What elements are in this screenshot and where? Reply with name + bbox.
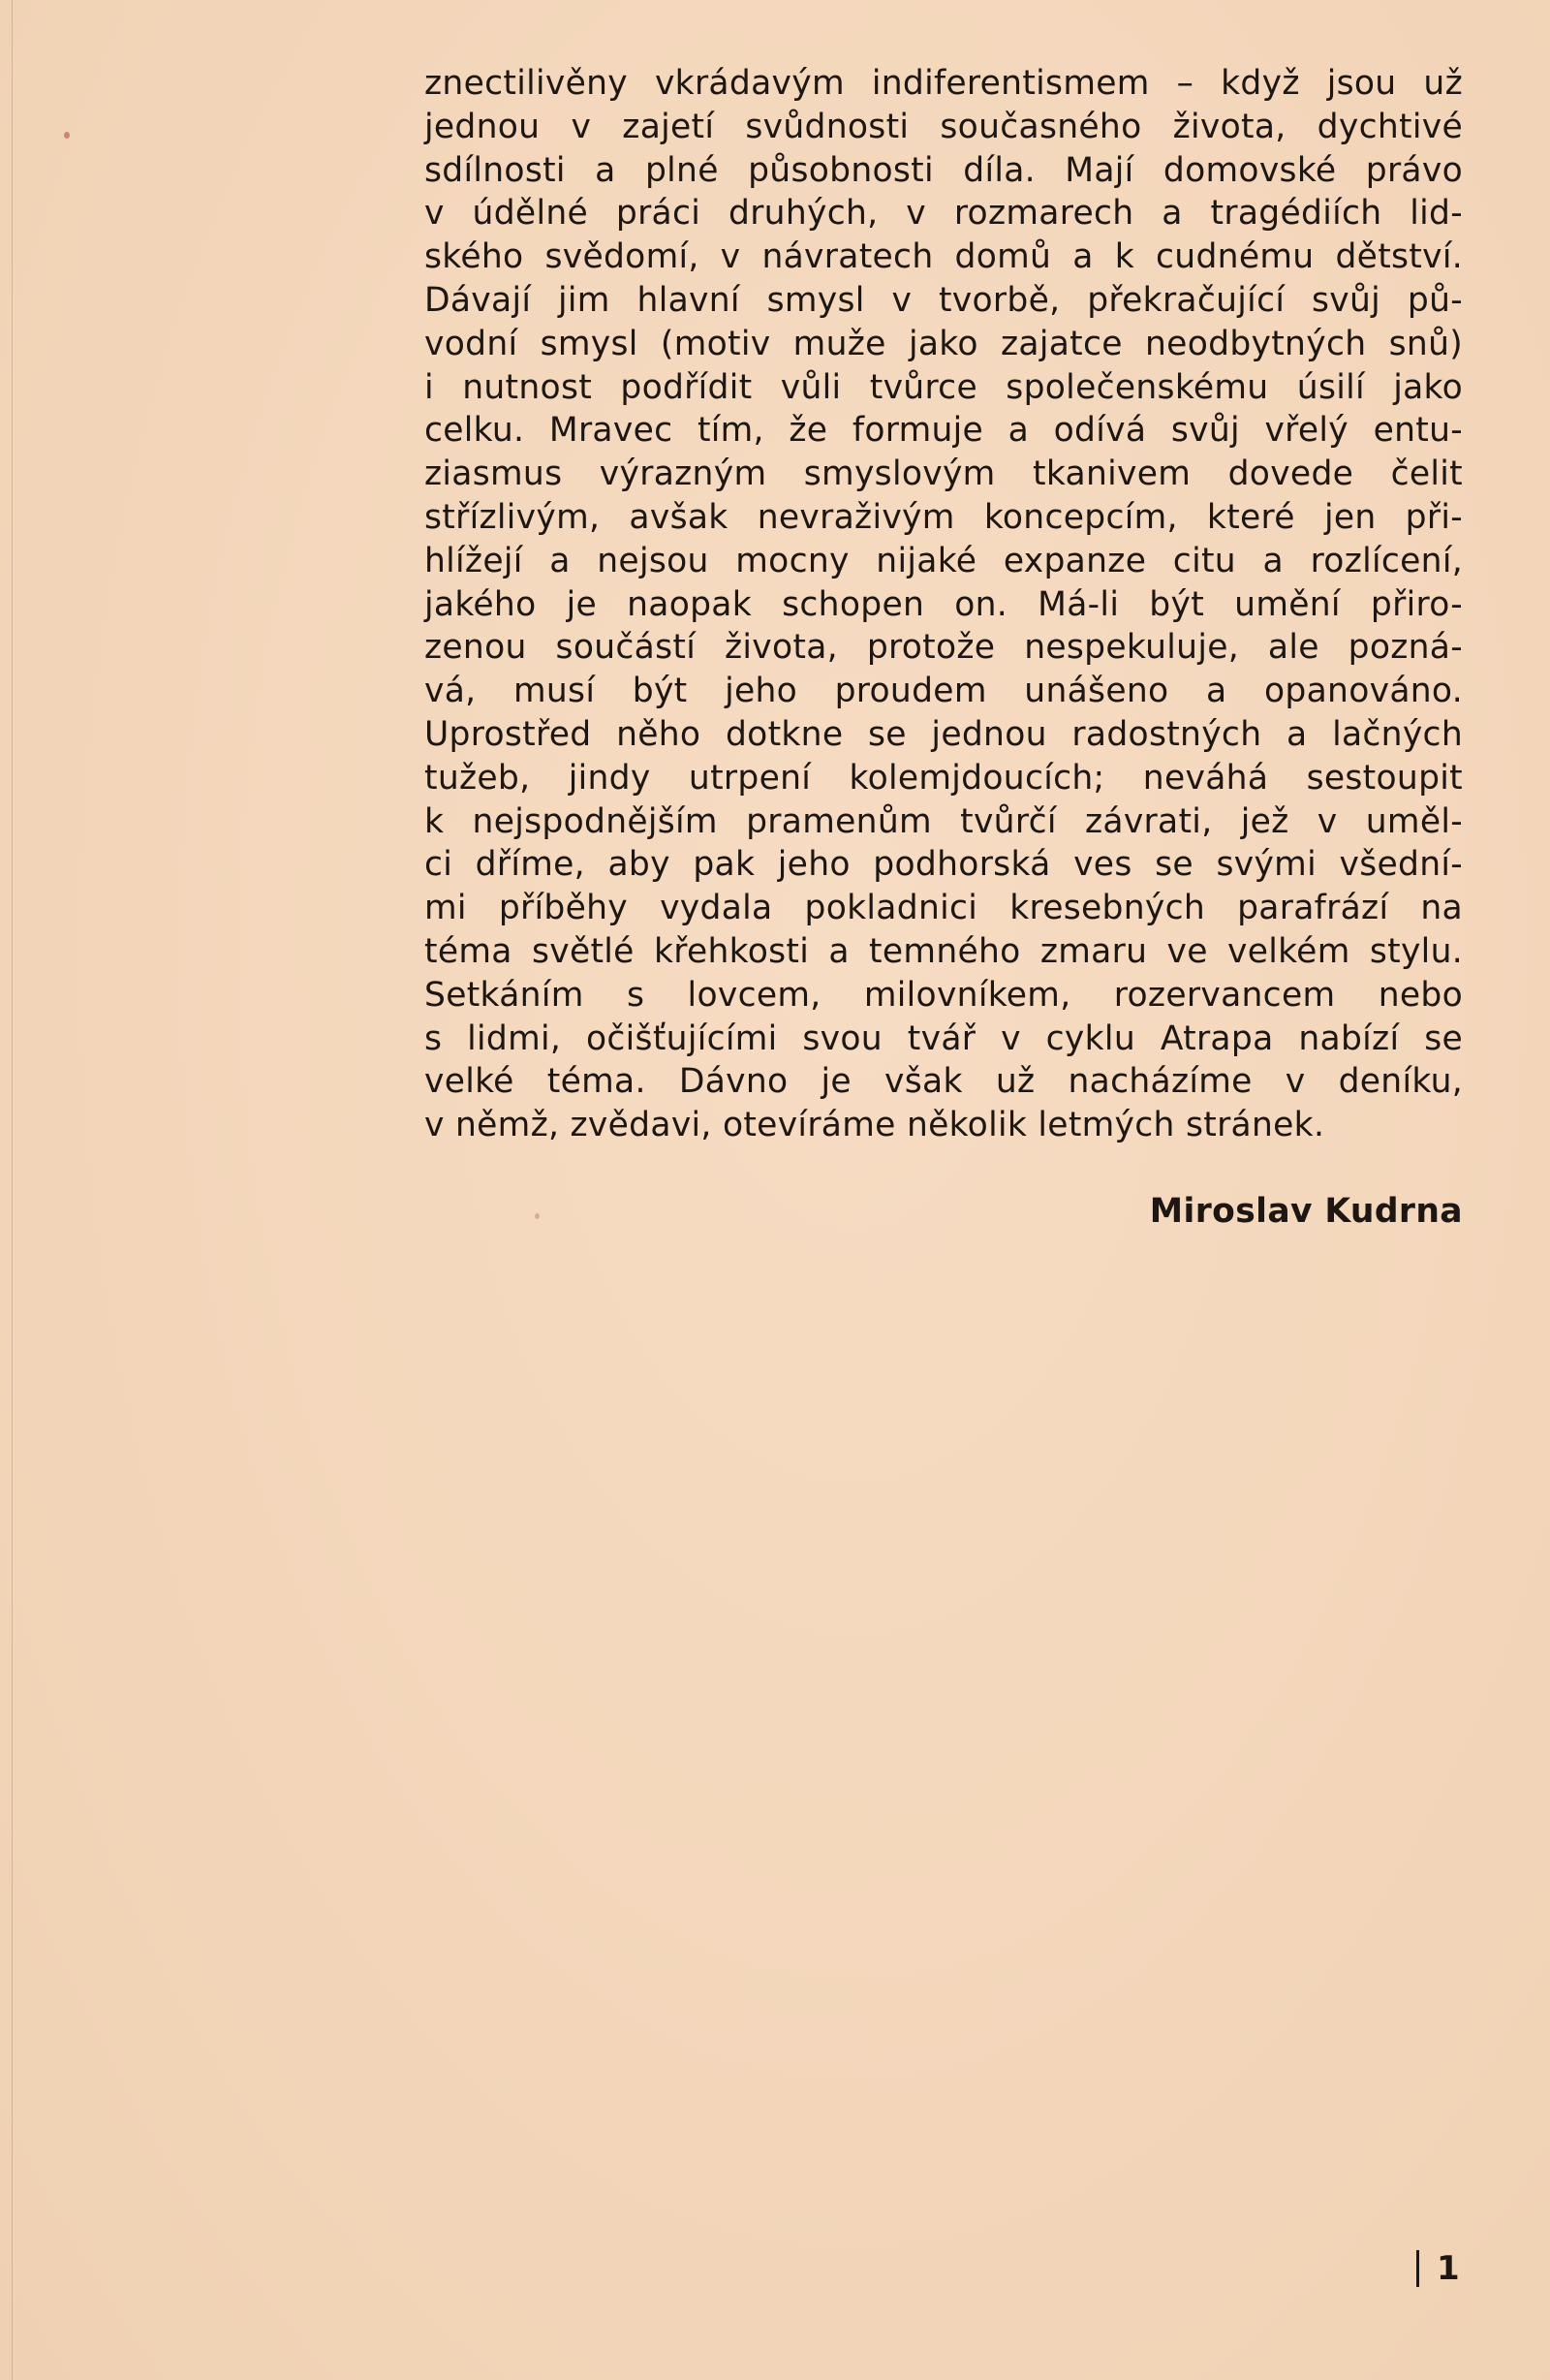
body-text <box>424 62 1463 1147</box>
text-line: Uprostřed něho dotkne se jednou radostných a lačných <box>424 714 1463 754</box>
page-number-area <box>1416 2244 1460 2293</box>
text-line: i nutnost podřídit vůli tvůrce společenskému úsilí jako <box>424 367 1463 407</box>
text-line: zenou součástí života, protože nespekuluje, ale pozná- <box>424 628 1463 668</box>
text-line: téma světlé křehkosti a temného zmaru ve velkém stylu. <box>424 931 1463 971</box>
text-line: ci dříme, aby pak jeho podhorská ves se svými všední- <box>424 845 1463 885</box>
text-line: velké téma. Dávno je však už nacházíme v deníku, <box>424 1062 1463 1102</box>
text-line: ziasmus výrazným smyslovým tkanivem dovede čelit <box>424 454 1463 494</box>
text-line: znectilivěny vkrádavým indiferentismem – když jsou už <box>424 64 1463 103</box>
text-line: k nejspodnějším pramenům tvůrčí závrati, jež v uměl- <box>424 801 1463 841</box>
text-line: hlížejí a nejsou mocny nijaké expanze citu a rozlícení, <box>424 541 1463 580</box>
text-line: v údělné práci druhých, v rozmarech a tragédiích lid- <box>424 194 1463 234</box>
text-line: jednou v zajetí svůdnosti současného života, dychtivé <box>424 107 1463 146</box>
text-line: celku. Mravec tím, že formuje a odívá svůj vřelý entu- <box>424 411 1463 451</box>
text-line: jakého je naopak schopen on. Má-li být umění přiro- <box>424 584 1463 624</box>
text-line: mi příběhy vydala pokladnici kresebných parafrází na <box>424 889 1463 928</box>
text-line: sdílnosti a plné působnosti díla. Mají domovské právo <box>424 150 1463 190</box>
page-number: 1 <box>1437 2249 1460 2288</box>
text-line: Dávají jim hlavní smysl v tvorbě, překračující svůj pů- <box>424 280 1463 320</box>
text-line: vodní smysl (motiv muže jako zajatce neodbytných snů) <box>424 324 1463 363</box>
text-line: Setkáním s lovcem, milovníkem, rozervancem nebo <box>424 975 1463 1015</box>
author-signature: Miroslav Kudrna <box>1149 1192 1463 1231</box>
page-edge-line <box>12 0 13 2380</box>
text-line: střízlivým, avšak nevraživým koncepcím, které jen při- <box>424 497 1463 537</box>
text-line: v němž, zvědavi, otevíráme několik letmých stránek. <box>424 1106 1325 1145</box>
text-line: ského svědomí, v návratech domů a k cudnému dětství. <box>424 237 1463 277</box>
text-line: tužeb, jindy utrpení kolemjdoucích; neváhá sestoupit <box>424 758 1463 798</box>
text-line: vá, musí být jeho proudem unášeno a opanováno. <box>424 672 1463 711</box>
text-line: s lidmi, očišťujícími svou tvář v cyklu Atrapa nabízí se <box>424 1018 1463 1058</box>
paper-speck <box>64 132 70 139</box>
paper-speck <box>535 1213 540 1219</box>
page-number-rule <box>1416 2250 1419 2287</box>
